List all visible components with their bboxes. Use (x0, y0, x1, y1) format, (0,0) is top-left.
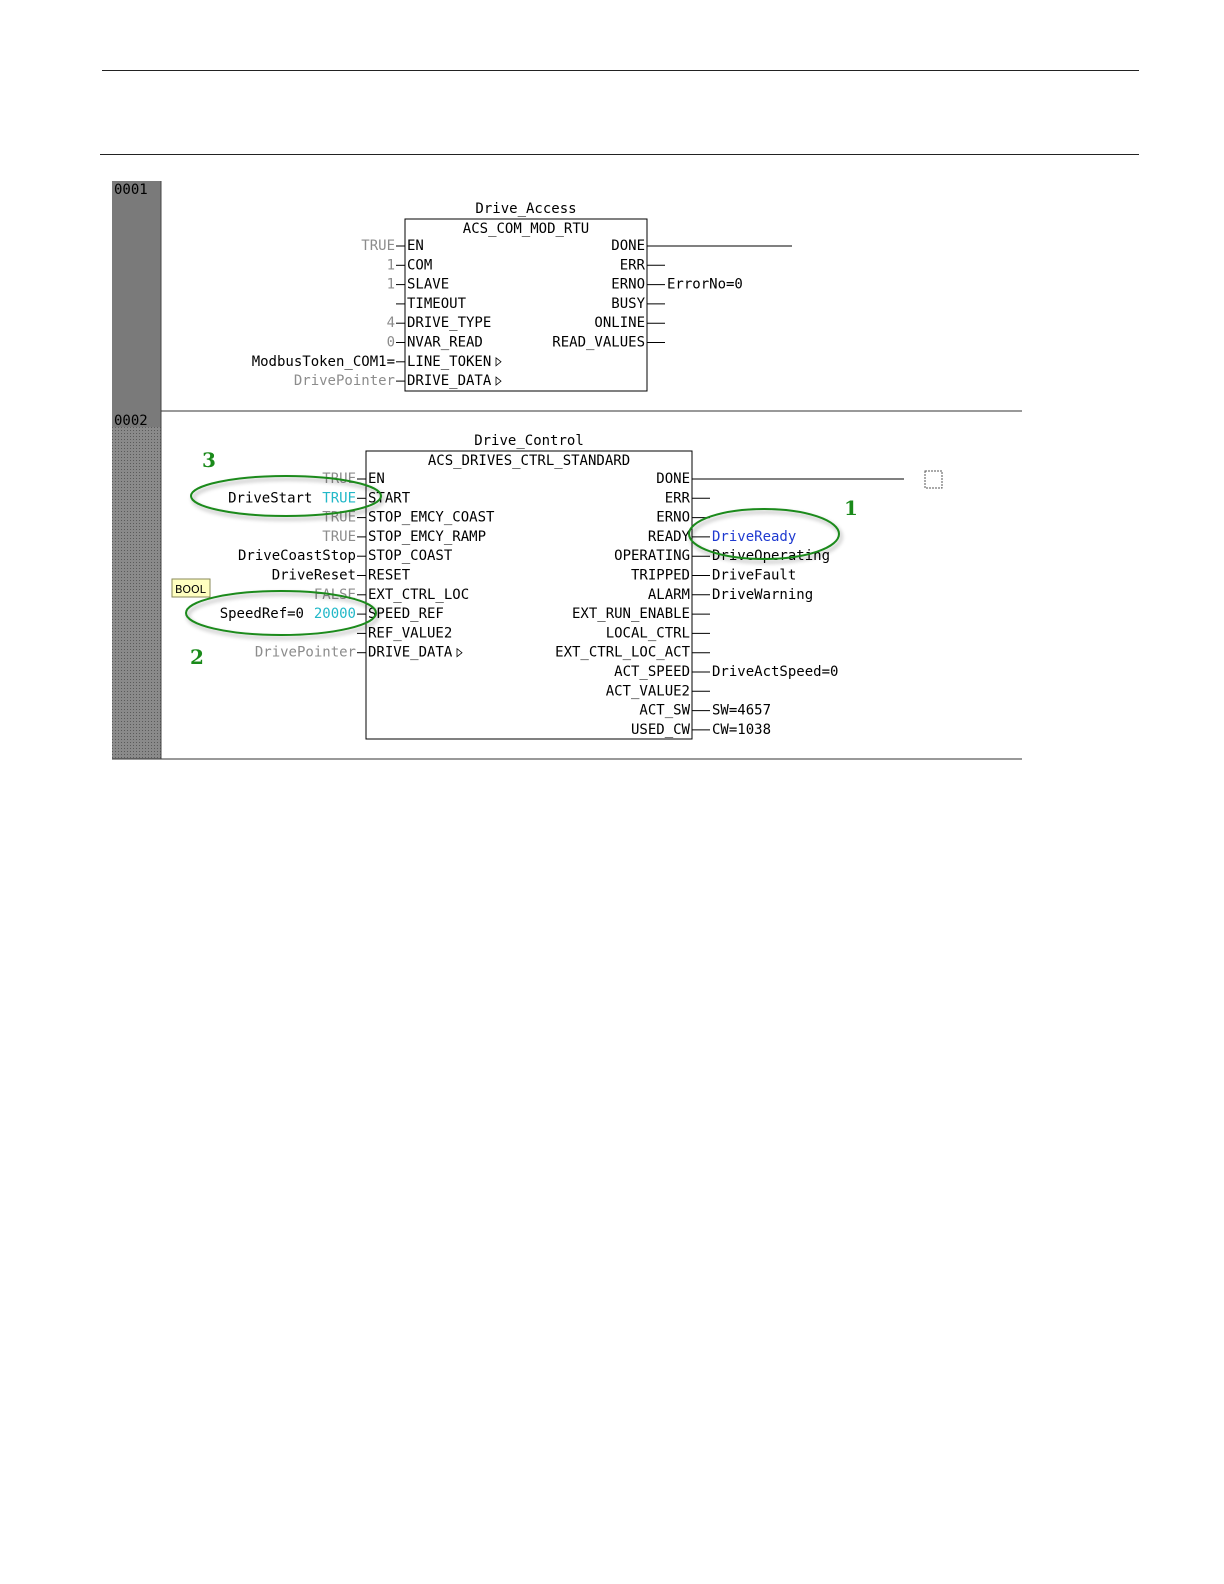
input-param-drive_data: DRIVE_DATA (407, 373, 492, 390)
output-value-used_cw: CW=1038 (712, 721, 772, 738)
type-tooltip (172, 579, 210, 597)
output-param-used_cw: USED_CW (630, 721, 690, 738)
output-param-erno: ERNO (656, 509, 690, 526)
network-2-gutter[interactable] (112, 411, 161, 759)
input-param-stop_coast: STOP_COAST (368, 548, 453, 565)
input-value-speed_ref: 20000 (313, 606, 356, 623)
output-value-act_speed: DriveActSpeed=0 (712, 664, 839, 680)
input-value-stop_coast: DriveCoastStop (237, 548, 356, 565)
input-param-ext_ctrl_loc: EXT_CTRL_LOC (368, 586, 470, 603)
output-value-alarm: DriveWarning (712, 586, 814, 603)
input-value-nvar_read: 0 (386, 334, 395, 351)
fbd-editor[interactable] (112, 181, 1022, 761)
input-value-drive_data: DrivePointer (293, 373, 395, 390)
input-param-slave: SLAVE (407, 276, 450, 293)
input-param-ref_value2: REF_VALUE2 (368, 625, 453, 642)
output-value-tripped: DriveFault (712, 567, 797, 584)
output-param-busy: BUSY (611, 295, 645, 312)
top-rule (102, 70, 1139, 71)
output-value-erno: ErrorNo=0 (667, 276, 743, 293)
output-param-online: ONLINE (594, 315, 645, 332)
block-instance-name: Drive_Access (475, 201, 577, 217)
input-variable-start: DriveStart (228, 490, 313, 507)
tooltip-text: BOOL (175, 583, 206, 596)
done-checkbox[interactable] (925, 471, 942, 488)
input-value-en: TRUE (361, 238, 395, 254)
input-value-en: TRUE (322, 471, 356, 487)
input-param-reset: RESET (368, 567, 411, 584)
output-param-done: DONE (611, 238, 645, 254)
reference-marker-icon (457, 649, 462, 657)
network-1-gutter[interactable] (112, 181, 161, 411)
output-value-ready: DriveReady (712, 528, 797, 545)
input-value-drive_type: 4 (386, 315, 395, 332)
input-param-drive_data: DRIVE_DATA (368, 644, 453, 661)
output-param-read_values: READ_VALUES (552, 334, 645, 351)
output-param-erno: ERNO (611, 276, 645, 293)
input-value-reset: DriveReset (271, 567, 356, 584)
input-param-line_token: LINE_TOKEN (407, 353, 492, 370)
output-param-operating: OPERATING (614, 548, 690, 565)
input-variable-speed_ref: SpeedRef=0 (219, 606, 304, 623)
output-value-operating: DriveOperating (712, 548, 831, 565)
output-param-ext_run_enable: EXT_RUN_ENABLE (571, 606, 690, 623)
output-param-act_sw: ACT_SW (639, 702, 690, 719)
input-value-slave: 1 (386, 276, 395, 293)
network-2-number: 0002 (114, 413, 148, 429)
input-param-speed_ref: SPEED_REF (368, 606, 444, 623)
input-param-timeout: TIMEOUT (407, 295, 467, 312)
function-block-drive-access[interactable] (252, 201, 792, 391)
output-param-ext_ctrl_loc_act: EXT_CTRL_LOC_ACT (555, 644, 690, 661)
output-param-ready: READY (647, 528, 690, 545)
input-value-stop_emcy_ramp: TRUE (322, 528, 356, 545)
input-param-start: START (368, 490, 411, 507)
annotation-number-3: 3 (202, 448, 216, 472)
input-value-drive_data: DrivePointer (254, 644, 356, 661)
output-param-err: ERR (619, 257, 645, 274)
input-param-en: EN (368, 471, 385, 487)
block-instance-name: Drive_Control (474, 433, 584, 449)
output-value-act_sw: SW=4657 (712, 702, 772, 719)
output-param-tripped: TRIPPED (630, 567, 690, 584)
annotation-number-1: 1 (844, 496, 858, 520)
input-param-stop_emcy_ramp: STOP_EMCY_RAMP (368, 528, 487, 545)
reference-marker-icon (496, 377, 501, 385)
input-param-com: COM (407, 257, 433, 274)
output-param-act_value2: ACT_VALUE2 (605, 683, 690, 700)
output-param-act_speed: ACT_SPEED (614, 664, 690, 680)
reference-marker-icon (496, 358, 501, 366)
input-param-en: EN (407, 238, 424, 254)
output-param-done: DONE (656, 471, 690, 487)
input-param-stop_emcy_coast: STOP_EMCY_COAST (368, 509, 495, 526)
block-type-label: ACS_DRIVES_CTRL_STANDARD (427, 453, 631, 469)
input-value-line_token: ModbusToken_COM1= (251, 353, 395, 370)
input-value-com: 1 (386, 257, 395, 274)
output-param-local_ctrl: LOCAL_CTRL (605, 625, 690, 642)
annotation-number-2: 2 (190, 645, 204, 669)
input-param-drive_type: DRIVE_TYPE (407, 315, 492, 332)
output-param-err: ERR (664, 490, 690, 507)
output-param-alarm: ALARM (647, 586, 690, 603)
input-param-nvar_read: NVAR_READ (407, 334, 483, 351)
input-value-start: TRUE (322, 490, 356, 507)
header-rule (100, 154, 1139, 155)
function-block-drive-control[interactable] (220, 433, 904, 739)
input-value-stop_emcy_coast: TRUE (322, 509, 356, 526)
block-type-label: ACS_COM_MOD_RTU (462, 221, 590, 237)
network-1-number: 0001 (114, 182, 148, 198)
input-value-ext_ctrl_loc: FALSE (313, 586, 356, 603)
